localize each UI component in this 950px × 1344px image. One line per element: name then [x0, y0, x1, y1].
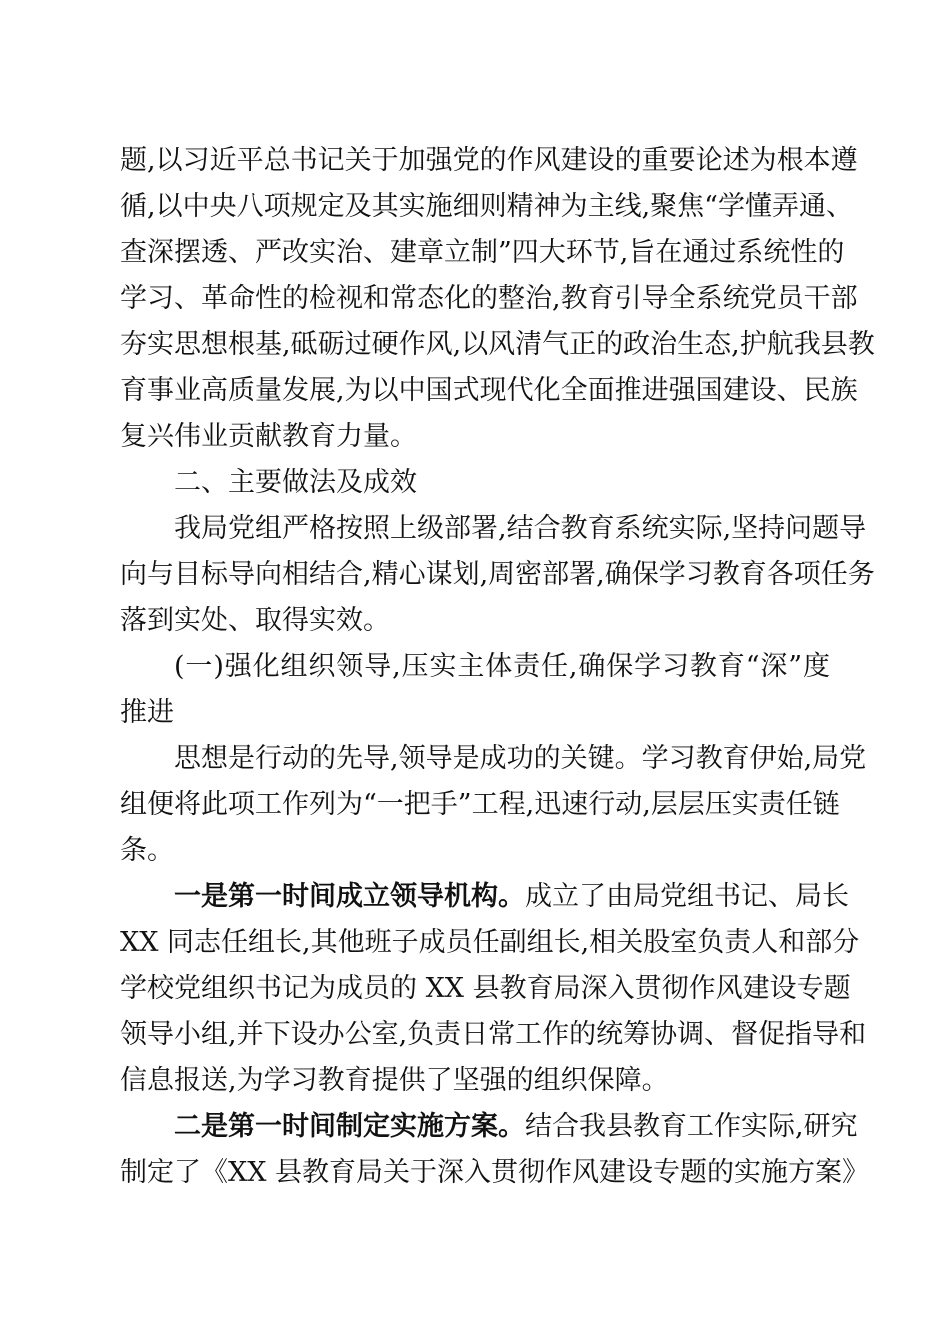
body-text-line: 制定了《XX 县教育局关于深入贯彻作风建设专题的实施方案》: [120, 1157, 870, 1188]
body-text-line: 学习、革命性的检视和常态化的整治,教育引导全系统党员干部: [120, 283, 858, 314]
body-text-line: 复兴伟业贡献教育力量。: [120, 421, 417, 452]
body-text-line: 查深摆透、严改实治、建章立制”四大环节,旨在通过系统性的: [120, 237, 845, 268]
body-text-line: 领导小组,并下设办公室,负责日常工作的统筹协调、督促指导和: [120, 1019, 867, 1050]
body-text-line: 组便将此项工作列为“一把手”工程,迅速行动,层层压实责任链: [120, 789, 840, 820]
body-text-line: XX 同志任组长,其他班子成员任副组长,相关股室负责人和部分: [120, 927, 860, 958]
body-text-line: 条。: [120, 835, 174, 866]
section-heading: 二、主要做法及成效: [174, 467, 417, 498]
body-text: 成立了由局党组书记、局长: [525, 881, 849, 912]
subsection-heading: 推进: [120, 697, 174, 728]
body-text-line: [174, 1104, 858, 1150]
body-text-line: 向与目标导向相结合,精心谋划,周密部署,确保学习教育各项任务: [120, 559, 875, 590]
body-text-line: 我局党组严格按照上级部署,结合教育系统实际,坚持问题导: [174, 513, 867, 544]
body-text-line: 思想是行动的先导,领导是成功的关键。学习教育伊始,局党: [174, 743, 867, 774]
body-text: 结合我县教育工作实际,研究: [525, 1111, 858, 1142]
body-text-line: 育事业高质量发展,为以中国式现代化全面推进强国建设、民族: [120, 375, 858, 406]
bold-lead-in: 一是第一时间成立领导机构。: [174, 881, 525, 912]
body-text-line: 信息报送,为学习教育提供了坚强的组织保障。: [120, 1065, 669, 1096]
bold-lead-in: 二是第一时间制定实施方案。: [174, 1111, 525, 1142]
body-text-line: 学校党组织书记为成员的 XX 县教育局深入贯彻作风建设专题: [120, 973, 851, 1004]
body-text-line: 夯实思想根基,砥砺过硬作风,以风清气正的政治生态,护航我县教: [120, 329, 875, 360]
body-text-line: 落到实处、取得实效。: [120, 605, 390, 636]
body-text-line: [174, 874, 849, 920]
body-text-line: 循,以中央八项规定及其实施细则精神为主线,聚焦“学懂弄通、: [120, 191, 853, 222]
subsection-heading: (一)强化组织领导,压实主体责任,确保学习教育“深”度: [174, 651, 830, 682]
body-text-line: 题,以习近平总书记关于加强党的作风建设的重要论述为根本遵: [120, 145, 858, 176]
